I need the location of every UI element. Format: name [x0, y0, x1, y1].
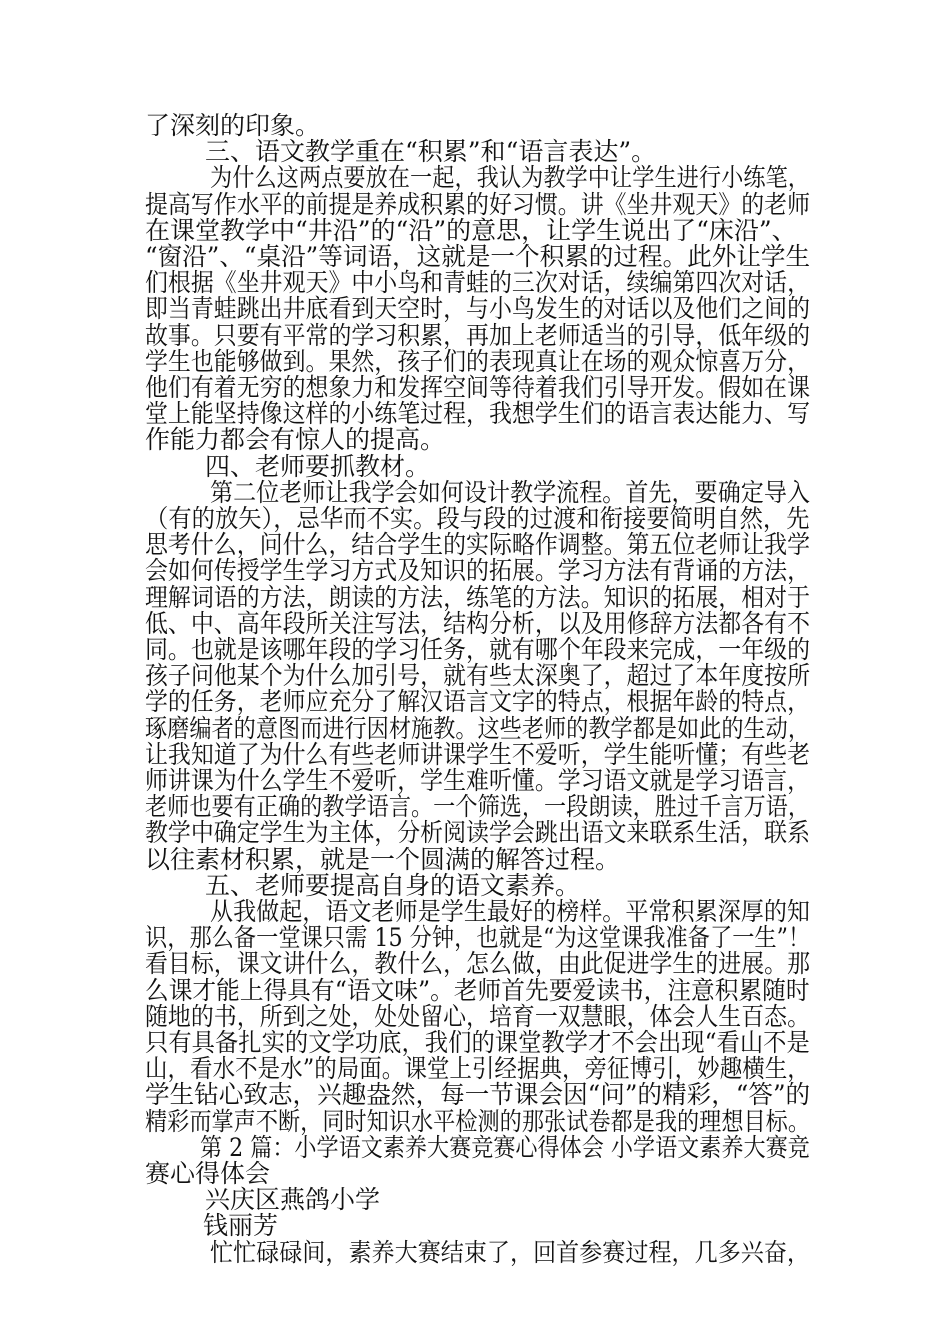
text-line: 学生也能够做到。果然，孩子们的表现真让在场的观众惊喜万分，	[145, 346, 811, 376]
text-line: 在课堂教学中“井沿”的“沿”的意思，让学生说出了“床沿”、	[145, 215, 797, 245]
text-line: “窗沿”、“桌沿”等词语，这就是一个积累的过程。此外让学生	[145, 242, 811, 271]
text-line: 思考什么，问什么，结合学生的实际略作调整。第五位老师让我学	[145, 530, 811, 560]
text-line: 同。也就是该哪年段的学习任务，就有哪个年段来完成，一年级的	[145, 635, 811, 664]
text-line: 第二位老师让我学会如何设计教学流程。首先，要确定导入	[210, 477, 811, 507]
text-line: 第 2 篇：小学语文素养大赛竞赛心得体会 小学语文素养大赛竞	[200, 1132, 810, 1162]
text-line: 看目标，课文讲什么，教什么，怎么做，由此促进学生的进展。那	[145, 949, 811, 979]
text-line: 老师也要有正确的教学语言。一个筛选，一段朗读，胜过千言万语，	[145, 792, 811, 822]
text-line: 四、老师要抓教材。	[205, 451, 431, 481]
text-line: 们根据《坐井观天》中小鸟和青蛙的三次对话，续编第四次对话，	[145, 268, 811, 298]
text-line: 三、语文教学重在“积累”和“语言表达”。	[205, 137, 657, 167]
text-line: 琢磨编者的意图而进行因材施教。这些老师的教学都是如此的生动，	[145, 713, 811, 743]
text-line: 精彩而掌声不断，同时知识水平检测的那张试卷都是我的理想目标。	[145, 1106, 811, 1136]
text-line: 低、中、高年段所关注写法，结构分析，以及用修辞方法都各有不	[145, 608, 811, 638]
text-line: 么课才能上得具有“语文味”。老师首先要爱读书，注意积累随时	[145, 975, 810, 1005]
text-line: 忙忙碌碌间，素养大赛结束了，回首参赛过程，几多兴奋，	[210, 1237, 811, 1267]
text-line: 兴庆区燕鸽小学	[205, 1185, 381, 1215]
text-line: 师讲课为什么学生不爱听，学生难听懂。学习语文就是学习语言，	[145, 766, 811, 795]
text-line: 即当青蛙跳出井底看到天空时，与小鸟发生的对话以及他们之间的	[145, 294, 811, 324]
text-line: 随地的书，所到之处，处处留心，培育一双慧眼，体会人生百态。	[145, 1001, 811, 1031]
text-line: 堂上能坚持像这样的小练笔过程，我想学生们的语言表达能力、写	[145, 399, 811, 429]
text-line: 教学中确定学生为主体，分析阅读学会跳出语文来联系生活，联系	[145, 818, 811, 848]
text-line: （有的放矢），忌华而不实。段与段的过渡和衔接要简明自然，先	[145, 504, 810, 533]
text-line: 作能力都会有惊人的提高。	[145, 425, 446, 455]
text-line: 为什么这两点要放在一起，我认为教学中让学生进行小练笔，	[210, 163, 811, 193]
text-line: 从我做起，语文老师是学生最好的榜样。平常积累深厚的知	[210, 897, 811, 926]
text-line: 故事。只要有平常的学习积累，再加上老师适当的引导，低年级的	[145, 320, 811, 350]
text-line: 学的任务，老师应充分了解汉语言文字的特点，根据年龄的特点，	[145, 687, 811, 717]
text-line: 五、老师要提高自身的语文素养。	[205, 870, 581, 900]
text-line: 钱丽芳	[203, 1211, 279, 1241]
text-line: 识，那么备一堂课只需 15 分钟，也就是“为这堂课我准备了一生”！	[145, 923, 811, 953]
text-line: 会如何传授学生学习方式及知识的拓展。学习方法有背诵的方法，	[145, 556, 811, 586]
text-line: 了深刻的印象。	[145, 111, 321, 140]
text-line: 只有具备扎实的文学功底，我们的课堂教学才不会出现“看山不是	[145, 1028, 810, 1057]
text-line: 孩子问他某个为什么加引号，就有些太深奥了，超过了本年度按所	[145, 661, 811, 691]
text-line: 以往素材积累，就是一个圆满的解答过程。	[145, 844, 621, 874]
text-line: 他们有着无穷的想象力和发挥空间等待着我们引导开发。假如在课	[145, 373, 811, 402]
text-line: 赛心得体会	[145, 1159, 271, 1188]
text-line: 提高写作水平的前提是养成积累的好习惯。讲《坐井观天》的老师	[145, 189, 811, 219]
text-line: 理解词语的方法，朗读的方法，练笔的方法。知识的拓展，相对于	[145, 582, 811, 612]
text-line: 学生钻心致志，兴趣盎然，每一节课会因“问”的精彩，“答”的	[145, 1080, 811, 1110]
text-line: 山，看水不是水”的局面。课堂上引经据典，旁征博引，妙趣横生，	[145, 1054, 810, 1084]
text-line: 让我知道了为什么有些老师讲课学生不爱听，学生能听懂；有些老	[145, 739, 811, 769]
